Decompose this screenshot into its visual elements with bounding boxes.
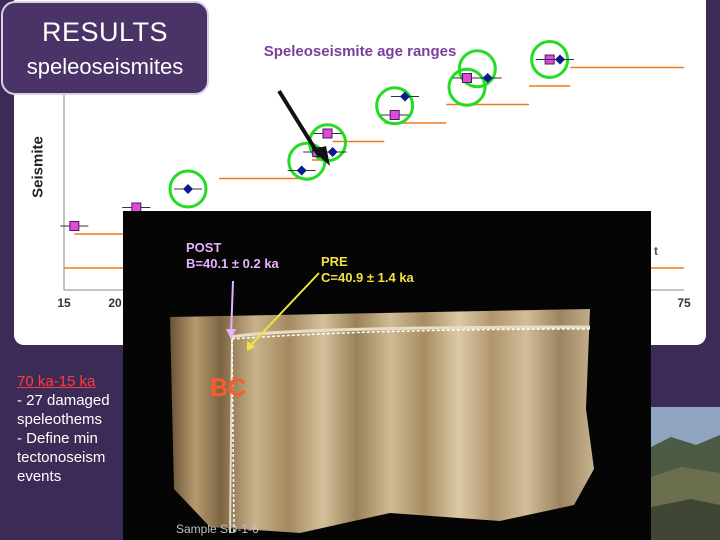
- speleothem-photo: [123, 211, 651, 540]
- legend-clipped-text: t: [654, 244, 658, 258]
- y-axis-label-text: Seismite: [29, 136, 47, 198]
- title-box: [1, 1, 209, 95]
- data-point-square: [323, 129, 332, 138]
- post-label: [186, 240, 279, 272]
- chart-title: Speleoseismite age ranges: [263, 43, 457, 60]
- post-title: POST: [186, 240, 222, 255]
- pre-label: [321, 254, 414, 286]
- data-point-diamond: [183, 184, 193, 194]
- data-point-square: [70, 222, 79, 231]
- pre-title: PRE: [321, 254, 348, 269]
- slide-title: RESULTS: [41, 17, 169, 47]
- y-axis-label: [24, 122, 52, 212]
- summary-text: [17, 372, 123, 486]
- bullet-define-cont2: events: [17, 468, 62, 485]
- data-point-square: [463, 74, 472, 83]
- x-tick-label-20: 20: [108, 296, 122, 310]
- sample-label: Sample SO-1-6: [176, 522, 259, 536]
- bullet-define: - Define min: [17, 430, 98, 447]
- x-tick-label-15: 15: [57, 296, 71, 310]
- bullet-damaged: - 27 damaged: [17, 392, 110, 409]
- data-point-diamond: [297, 166, 307, 176]
- data-point-diamond: [555, 55, 565, 65]
- bc-label: BC: [210, 374, 247, 402]
- pre-arrow: [251, 273, 319, 345]
- data-point-diamond: [328, 147, 338, 157]
- bullet-define-cont: tectonoseism: [17, 449, 106, 466]
- pre-value: C=40.9 ± 1.4 ka: [321, 270, 414, 285]
- period-label: 70 ka-15 ka: [17, 373, 96, 390]
- bullet-damaged-cont: speleothems: [17, 411, 103, 428]
- post-value: B=40.1 ± 0.2 ka: [186, 256, 279, 271]
- slide-subtitle: speleoseismites: [26, 54, 184, 79]
- x-tick-label-75: 75: [677, 296, 691, 310]
- landscape-photo: [651, 407, 720, 540]
- post-arrow: [231, 281, 233, 335]
- data-point-square: [390, 111, 399, 120]
